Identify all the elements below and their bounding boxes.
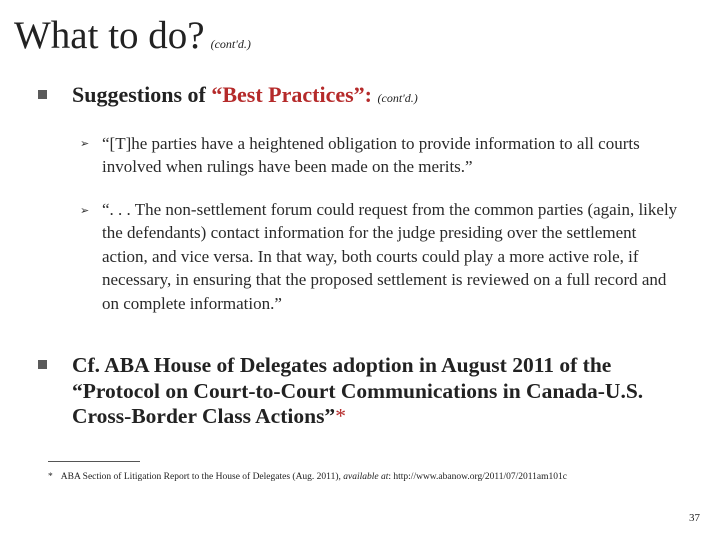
arrow-bullet-icon: ➢ — [80, 204, 90, 217]
bullet-suggestions — [72, 83, 692, 110]
bullet-aba-protocol — [72, 353, 692, 430]
footnote-divider — [48, 461, 140, 462]
footnote-marker: * — [335, 404, 346, 428]
title-text: What to do? — [14, 14, 205, 57]
bullet-aba-text: Cf. ABA House of Delegates adoption in August 2011 of the “Protocol on Court-to-Court Communications in Canada-U.S. Cross-Border Class Actions” — [72, 353, 644, 428]
footnote-emphasis: available at — [343, 472, 389, 482]
slide-title — [14, 12, 251, 68]
bullet-square-icon — [38, 90, 47, 99]
bullet-lead: Suggestions of — [72, 82, 212, 107]
title-note: (cont'd.) — [210, 37, 251, 51]
bullet-square-icon — [38, 360, 47, 369]
sub-bullet-quote-2: “. . . The non-settlement forum could request from the common parties (again, likely the defendants) contact information for the judge presiding over the settlement action, and vice versa. In that way, both courts could play a more active role, if necessary, in ensuring that the proposed settlement is reviewed on a full record and on complete information.” — [102, 200, 678, 313]
page-number: 37 — [689, 512, 700, 524]
best-practices-label: “Best Practices”: — [211, 82, 373, 107]
arrow-bullet-icon: ➢ — [80, 137, 90, 150]
footnote-url: : http://www.abanow.org/2011/07/2011am101c — [388, 472, 568, 482]
bullet-note: (cont'd.) — [377, 91, 418, 105]
footnote — [48, 471, 688, 483]
footnote-text-before: ABA Section of Litigation Report to the House of Delegates (Aug. 2011), — [60, 472, 344, 482]
sub-bullet-quote-1: “[T]he parties have a heightened obligation to provide information to all courts involved when rulings have been made on the merits.” — [102, 134, 640, 177]
footnote-star: * — [48, 472, 53, 482]
